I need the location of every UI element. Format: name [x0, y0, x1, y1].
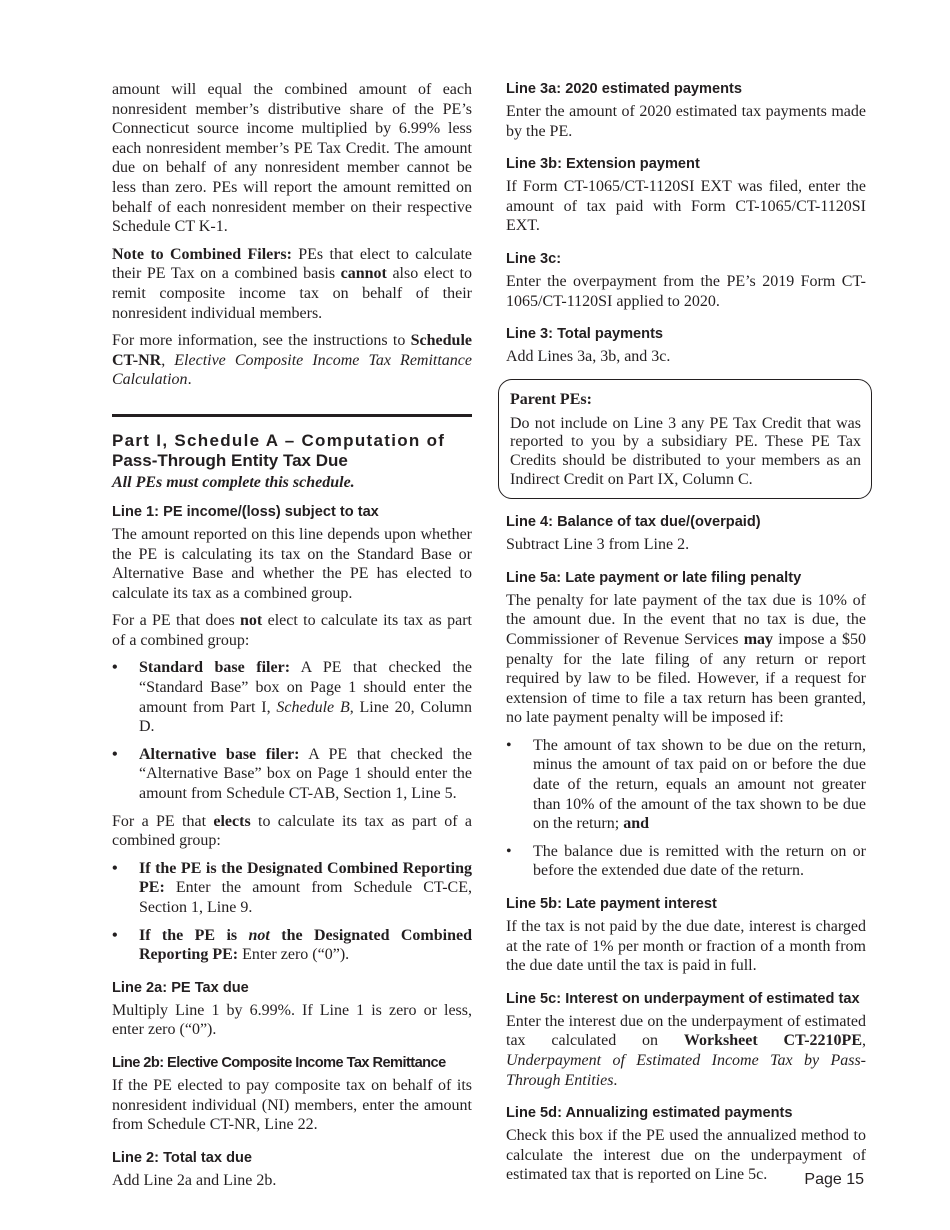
parent-pes-title: Parent PEs: [510, 390, 592, 408]
line3-text: Add Lines 3a, 3b, and 3c. [506, 348, 671, 366]
bullet-icon: • [506, 842, 512, 860]
line2-text: Add Line 2a and Line 2b. [112, 1171, 277, 1189]
note-text-2: also elect to remit composite income tax on behalf of their nonresident individual members. [112, 265, 472, 322]
designated-pe-label: If the PE is the Designated Combined Reporting PE: [139, 859, 472, 897]
line5c-text-1: Enter the interest due on the underpayment of estimated tax calculated on [506, 1012, 866, 1050]
worksheet-ref: Worksheet CT-2210PE [683, 1032, 863, 1050]
parent-pes-text: Do not include on Line 3 any PE Tax Credit that was reported to you by a subsidiary PE. These PE Tax Credits should be distributed to your members as an Indirect Credit on Part IX, Column C. [510, 414, 861, 488]
line5c-text-3: . [613, 1071, 618, 1089]
line4-text: Subtract Line 3 from Line 2. [506, 536, 690, 554]
list-item-alternative-base [112, 745, 472, 804]
elects-bold: elects [213, 812, 251, 830]
list-item-not-designated-pe [112, 926, 472, 965]
elects-text-1: For a PE that [112, 812, 214, 830]
bullet-icon: • [112, 859, 118, 877]
part-subtitle: All PEs must complete this schedule. [112, 473, 355, 491]
section-divider [112, 414, 472, 417]
line5c-heading: Line 5c: Interest on underpayment of estimated tax [506, 990, 860, 1007]
list-item-designated-pe [112, 859, 472, 918]
line5a-text [506, 591, 866, 728]
line3b-text: If Form CT-1065/CT-1120SI EXT was filed, enter the amount of tax paid with Form CT-1065/CT-1120SI EXT. [506, 178, 866, 235]
not-elect-paragraph [112, 611, 472, 650]
more-info-paragraph [112, 331, 472, 390]
alternative-base-text: A PE that checked the “Alternative Base” box on Page 1 should enter the amount from Schedule CT-AB, Section 1, Line 5. [139, 745, 473, 803]
list-item-condition-a [506, 736, 866, 834]
not-elect-text-1: For a PE that does [112, 612, 241, 630]
line3c-heading: Line 3c: [506, 250, 562, 267]
alternative-base-label: Alternative base filer: [139, 745, 300, 763]
condition-b-text: The balance due is remitted with the return on or before the extended due date of the return. [533, 842, 866, 880]
right-column [506, 80, 866, 1193]
not-designated-label-1: If the PE is [139, 926, 249, 944]
more-text-3: . [187, 371, 192, 389]
parent-pes-callout [498, 379, 872, 499]
not-elect-list [112, 658, 472, 803]
line5a-text-2: impose a $50 penalty for the late filing of any return or report required by law to be filed. However, if a request for extension of time to file a tax return has been granted, no late payment penalty will be imposed if: [506, 630, 866, 727]
elects-paragraph [112, 812, 472, 851]
schedule-ct-nr-ref: Schedule CT-NR [112, 332, 472, 369]
not-elect-text-2: elect to calculate its tax as part of a combined group: [112, 612, 472, 649]
composite-calc-title: Elective Composite Income Tax Remittance Calculation [112, 351, 473, 389]
left-column [112, 80, 472, 1198]
designated-pe-text: Enter the amount from Schedule CT-CE, Section 1, Line 9. [139, 879, 472, 916]
condition-a-text: The amount of tax shown to be due on the return, minus the amount of tax paid on or before the due date of the return, equals an amount not greater than 10% of the amount of the tax shown to be due on the return; [533, 736, 866, 833]
line5d-heading: Line 5d: Annualizing estimated payments [506, 1105, 793, 1122]
line3c-text: Enter the overpayment from the PE’s 2019 Form CT-1065/CT-1120SI applied to 2020. [506, 272, 866, 310]
elects-text-2: to calculate its tax as part of a combined group: [112, 812, 472, 850]
line3-heading: Line 3: Total payments [506, 326, 664, 343]
part-title [112, 431, 472, 471]
more-text-2: , [161, 351, 175, 369]
intro-paragraph: amount will equal the combined amount of each nonresident member’s distributive share of the PE’s Connecticut source income multiplied by 6.99% less each nonresident member’s PE Tax Credit. The amount due on behalf of any nonresident member cannot be less than zero. PEs will report the amount remitted on behalf of each nonresident member on their respective Schedule CT K-1. [112, 81, 472, 236]
not-designated-text: Enter zero (“0”). [238, 946, 350, 964]
line1-text: The amount reported on this line depends upon whether the PE is calculating its tax on the Standard Base or Alternative Base and whether the PE has elected to calculate its tax as a combined group. [112, 525, 472, 602]
standard-base-label: Standard base filer: [139, 659, 291, 677]
part-title-line-2: Pass-Through Entity Tax Due [112, 450, 348, 470]
part-title-line-1: Part I, Schedule A – Computation of [112, 430, 446, 450]
note-bold: cannot [340, 265, 387, 283]
line2-heading: Line 2: Total tax due [112, 1149, 253, 1166]
list-item-standard-base [112, 658, 472, 736]
elects-list [112, 859, 472, 965]
line2b-text: If the PE elected to pay composite tax on behalf of its nonresident individual (NI) members, enter the amount from Schedule CT-NR, Line 22. [112, 1076, 472, 1134]
line5b-text: If the tax is not paid by the due date, interest is charged at the rate of 1% per month or fraction of a month from the due date until the tax is paid in full. [506, 918, 866, 975]
line3a-text: Enter the amount of 2020 estimated tax payments made by the PE. [506, 103, 866, 140]
condition-a-bold: and [623, 815, 649, 833]
line4-heading: Line 4: Balance of tax due/(overpaid) [506, 514, 761, 531]
line5a-heading: Line 5a: Late payment or late filing penalty [506, 569, 802, 586]
standard-base-text-1: A PE that checked the “Standard Base” box on Page 1 should enter the amount from Part I, [139, 659, 473, 716]
bullet-icon: • [112, 745, 118, 763]
line5a-bold: may [743, 630, 774, 648]
line2b-heading: Line 2b: Elective Composite Income Tax Remittance [112, 1054, 446, 1071]
line5d-text: Check this box if the PE used the annualized method to calculate the interest due on the underpayment of estimated tax that is reported on Line 5c. [506, 1127, 866, 1184]
line5a-text-1: The penalty for late payment of the tax due is 10% of the amount due. In the event that no tax is due, the Commissioner of Revenue Services [506, 591, 866, 648]
line3b-heading: Line 3b: Extension payment [506, 156, 700, 173]
not-elect-bold: not [240, 612, 263, 630]
line5c-text-2: , [862, 1032, 867, 1050]
note-text-1: PEs that elect to calculate their PE Tax on a combined basis [112, 245, 473, 283]
bullet-icon: • [112, 659, 118, 677]
penalty-conditions-list [506, 736, 866, 881]
line5b-heading: Line 5b: Late payment interest [506, 896, 717, 913]
note-combined-filers [112, 245, 472, 323]
not-designated-label-2: the Designated Combined Reporting PE: [139, 926, 472, 964]
list-item-condition-b [506, 842, 866, 881]
page-number: Page 15 [804, 1171, 864, 1188]
schedule-b-ref: Schedule B [276, 698, 350, 716]
not-designated-italic: not [248, 926, 270, 944]
bullet-icon: • [112, 926, 118, 944]
standard-base-text-2: , Line 20, Column D. [139, 698, 472, 736]
more-text-1: For more information, see the instructions to [112, 332, 411, 350]
line3a-heading: Line 3a: 2020 estimated payments [506, 81, 743, 97]
line2a-text: Multiply Line 1 by 6.99%. If Line 1 is zero or less, enter zero (“0”). [112, 1001, 472, 1039]
bullet-icon: • [506, 736, 512, 754]
line5c-text [506, 1012, 866, 1090]
worksheet-title: Underpayment of Estimated Income Tax by Pass-Through Entities [506, 1052, 866, 1089]
line1-heading: Line 1: PE income/(loss) subject to tax [112, 503, 379, 520]
note-label: Note to Combined Filers: [112, 245, 292, 263]
line2a-heading: Line 2a: PE Tax due [112, 979, 249, 996]
